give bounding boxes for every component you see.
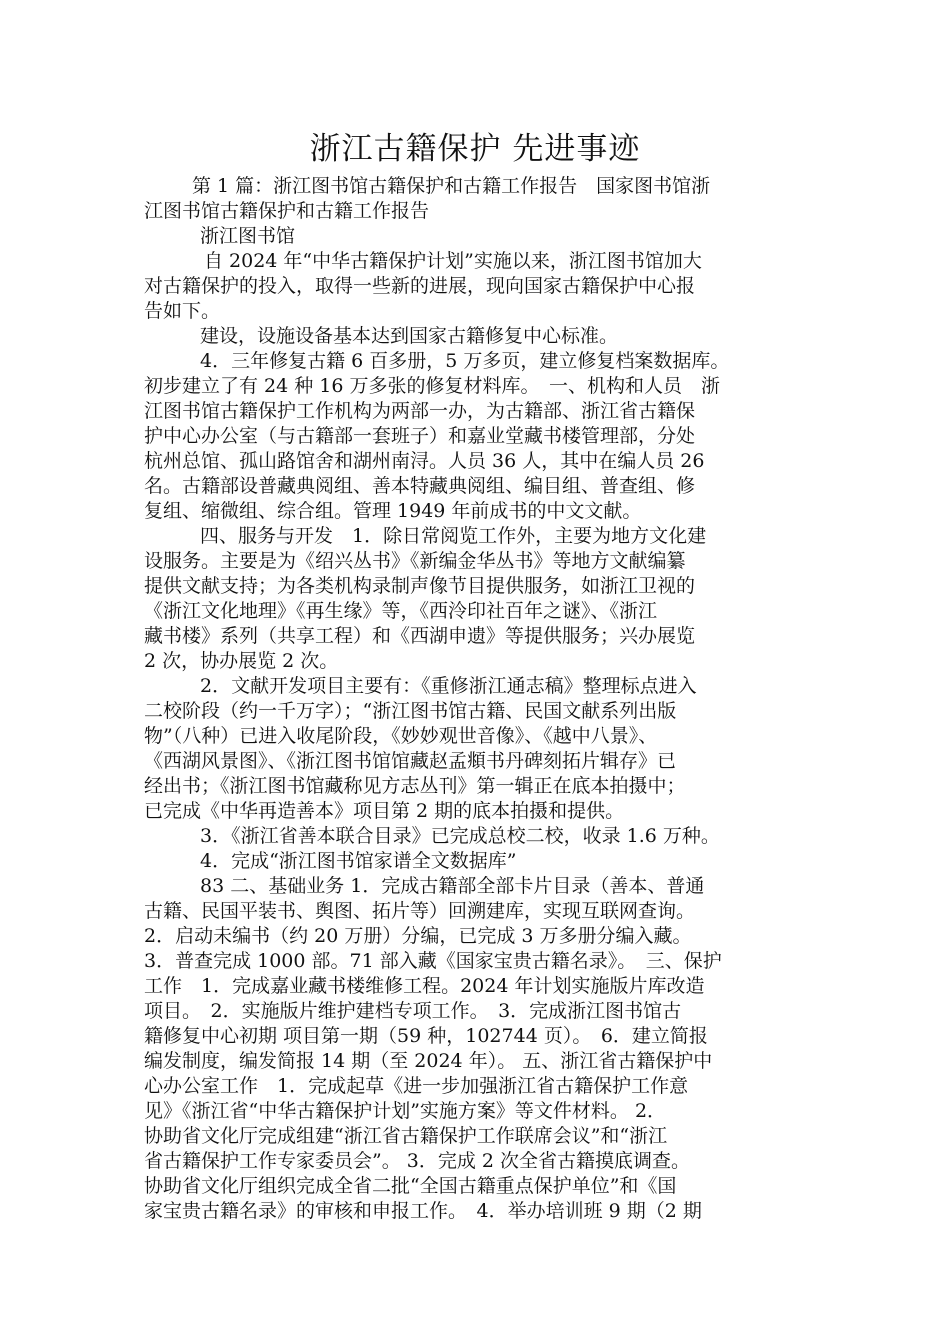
- text-line: 83 二、基础业务 1．完成古籍部全部卡片目录（善本、普通: [200, 875, 705, 897]
- text-line: 名。古籍部设普藏典阅组、善本特藏典阅组、编目组、普查组、修: [144, 475, 696, 497]
- text-line: 告如下。: [144, 300, 221, 322]
- text-line: 浙江图书馆: [200, 225, 296, 247]
- text-line: 工作 1．完成嘉业藏书楼维修工程。2024 年计划实施版片库改造: [144, 975, 705, 997]
- text-line: 《浙江文化地理》《再生缘》等，《西泠印社百年之谜》、《浙江: [144, 600, 658, 622]
- text-line: 杭州总馆、孤山路馆舍和湖州南浔。人员 36 人，其中在编人员 26: [144, 450, 705, 472]
- text-line: 江图书馆古籍保护和古籍工作报告: [144, 200, 430, 222]
- text-line: 见》《浙江省“中华古籍保护计划”实施方案》等文件材料。 2．: [144, 1100, 667, 1122]
- text-line: 4．完成“浙江图书馆家谱全文数据库”: [200, 850, 517, 872]
- text-line: 自 2024 年“中华古籍保护计划”实施以来，浙江图书馆加大: [204, 250, 702, 272]
- text-line: 项目。 2．实施版片维护建档专项工作。 3．完成浙江图书馆古: [144, 1000, 682, 1022]
- text-line: 3．《浙江省善本联合目录》已完成总校二校，收录 1.6 万种。: [200, 825, 720, 847]
- text-line: 护中心办公室（与古籍部一套班子）和嘉业堂藏书楼管理部，分处: [144, 425, 696, 447]
- text-line: 编发制度，编发简报 14 期（至 2024 年）。 五、浙江省古籍保护中: [144, 1050, 713, 1072]
- text-line: 设服务。主要是为《绍兴丛书》《新编金华丛书》等地方文献编纂: [144, 550, 686, 572]
- text-line: 《西湖风景图》、《浙江图书馆馆藏赵孟頫书丹碑刻拓片辑存》已: [144, 750, 677, 772]
- text-line: 已完成《中华再造善本》项目第 2 期的底本拍摄和提供。: [144, 800, 625, 822]
- text-line: 心办公室工作 1．完成起草《进一步加强浙江省古籍保护工作意: [144, 1075, 689, 1097]
- document-title: 浙江古籍保护 先进事迹: [309, 131, 641, 167]
- text-line: 2 次，协办展览 2 次。: [144, 650, 339, 672]
- text-line: 提供文献支持；为各类机构录制声像节目提供服务，如浙江卫视的: [144, 575, 696, 597]
- text-line: 家宝贵古籍名录》的审核和申报工作。 4．举办培训班 9 期（2 期: [144, 1200, 702, 1222]
- text-line: 建设，设施设备基本达到国家古籍修复中心标准。: [200, 325, 619, 347]
- text-line: 物”（八种）已进入收尾阶段，《妙妙观世音像》、《越中八景》、: [144, 725, 658, 747]
- text-line: 协助省文化厅完成组建“浙江省古籍保护工作联席会议”和“浙江: [144, 1125, 668, 1147]
- text-line: 江图书馆古籍保护工作机构为两部一办，为古籍部、浙江省古籍保: [144, 400, 696, 422]
- text-line: 籍修复中心初期 项目第一期（59 种，102744 页）。 6．建立简报: [144, 1025, 708, 1047]
- text-line: 协助省文化厅组织完成全省二批“全国古籍重点保护单位”和《国: [144, 1175, 677, 1197]
- text-line: 4．三年修复古籍 6 百多册，5 万多页，建立修复档案数据库。: [200, 350, 730, 372]
- text-line: 初步建立了有 24 种 16 万多张的修复材料库。 一、机构和人员 浙: [144, 375, 721, 397]
- text-line: 3．普查完成 1000 部。71 部入藏《国家宝贵古籍名录》。 三、保护: [144, 950, 722, 972]
- text-line: 经出书；《浙江图书馆藏称见方志丛刊》第一辑正在底本拍摄中；: [144, 775, 686, 797]
- text-line: 对古籍保护的投入，取得一些新的进展，现向国家古籍保护中心报: [144, 275, 696, 297]
- text-line: 二校阶段（约一千万字）；“浙江图书馆古籍、民国文献系列出版: [144, 700, 677, 722]
- text-line: 藏书楼》系列（共享工程）和《西湖申遗》等提供服务；兴办展览: [144, 625, 696, 647]
- text-line: 2．文献开发项目主要有：《重修浙江通志稿》整理标点进入: [200, 675, 697, 697]
- text-line: 古籍、民国平装书、舆图、拓片等）回溯建库，实现互联网查询。: [144, 900, 696, 922]
- text-line: 省古籍保护工作专家委员会”。 3．完成 2 次全省古籍摸底调查。: [144, 1150, 691, 1172]
- text-line: 2．启动未编书（约 20 万册）分编，已完成 3 万多册分编入藏。: [144, 925, 692, 947]
- document-body: [144, 174, 814, 1224]
- text-line: 第 1 篇：浙江图书馆古籍保护和古籍工作报告 国家图书馆浙: [192, 175, 711, 197]
- text-line: 复组、缩微组、综合组。管理 1949 年前成书的中文文献。: [144, 500, 642, 522]
- text-line: 四、服务与开发 1．除日常阅览工作外，主要为地方文化建: [200, 525, 707, 547]
